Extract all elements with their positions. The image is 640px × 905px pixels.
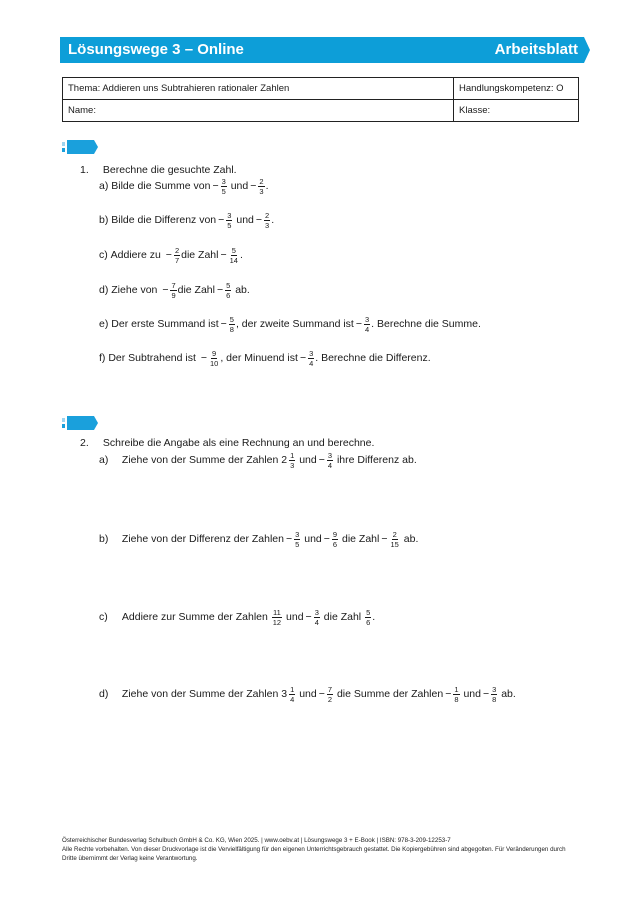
footer xyxy=(62,836,582,863)
fraction: $\frac{2}{7}$ xyxy=(174,245,180,265)
item-text: ihre Differenz ab. xyxy=(336,454,417,466)
competence-cell: Handlungskompetenz: O xyxy=(454,78,579,100)
item-text: Addiere zur Summe der Zahlen xyxy=(121,611,268,623)
task-2b: b) Ziehe von der Differenz der Zahlen − $\frac{3}{5}$ und − $\frac{9}{6}$ die Zahl − $\frac{2}{15}$ ab. xyxy=(99,529,419,549)
item-text: , der zweite Summand ist xyxy=(235,318,354,330)
fraction: $\frac{9}{6}$ xyxy=(332,529,338,549)
item-text: die Zahl xyxy=(177,284,215,296)
fraction: $\frac{1}{4}$ xyxy=(290,684,295,704)
item-label: b) xyxy=(99,533,109,545)
item-text: Ziehe von xyxy=(111,284,158,296)
fraction: $\frac{7}{9}$ xyxy=(171,280,176,300)
fraction: $\frac{1}{3}$ xyxy=(290,450,295,470)
item-text: , der Minuend ist xyxy=(220,352,298,364)
item-text: die Zahl xyxy=(181,249,219,261)
fraction: $\frac{9}{10}$ xyxy=(209,348,219,368)
fraction: $\frac{1}{8}$ xyxy=(454,684,459,704)
fraction: $\frac{7}{2}$ xyxy=(327,684,333,704)
fraction: $\frac{3}{4}$ xyxy=(309,348,314,368)
task-1a: a) Bilde die Summe von − $\frac{3}{5}$ und − $\frac{2}{3}$ . xyxy=(99,176,269,196)
item-label: b) xyxy=(99,214,109,226)
item-text: und xyxy=(236,214,254,226)
item-text: Ziehe von der Differenz der Zahlen xyxy=(121,533,284,545)
item-text: und xyxy=(230,180,249,192)
fraction: $\frac{2}{15}$ xyxy=(390,529,399,549)
item-label: a) xyxy=(99,180,109,192)
task-1e: e) Der erste Summand ist − $\frac{5}{8}$ , der zweite Summand ist − $\frac{3}{4}$ . Berechne die Summe. xyxy=(99,314,481,334)
item-label: c) xyxy=(99,611,108,623)
footer-publisher: Österreichischer Bundesverlag Schulbuch GmbH & Co. KG, Wien 2025. | www.oebv.at | Lösungswege 3 + E-Book | ISBN: 978-3-209-12253-7 xyxy=(62,837,451,844)
item-text: und xyxy=(304,533,322,545)
item-text: und xyxy=(299,454,317,466)
info-table xyxy=(62,77,579,122)
task-number: 2. xyxy=(80,437,89,449)
fraction: $\frac{5}{8}$ xyxy=(229,314,234,334)
item-text: die Zahl xyxy=(342,533,380,545)
fraction: $\frac{5}{6}$ xyxy=(226,280,231,300)
task-1c: c) Addiere zu − $\frac{2}{7}$ die Zahl − $\frac{5}{14}$ . xyxy=(99,245,243,265)
item-text: ab. xyxy=(403,533,419,545)
item-text: Bilde die Summe von xyxy=(111,180,211,192)
item-text: Ziehe von der Summe der Zahlen xyxy=(121,454,279,466)
item-text: und xyxy=(463,688,481,700)
worksheet-title: Lösungswege 3 – Online xyxy=(68,41,244,58)
item-text: Addiere zu xyxy=(110,249,161,261)
item-label: a) xyxy=(99,454,109,466)
fraction: $\frac{2}{3}$ xyxy=(259,176,264,196)
item-text: Ziehe von der Summe der Zahlen xyxy=(121,688,279,700)
fraction: $\frac{3}{4}$ xyxy=(327,450,333,470)
worksheet-type: Arbeitsblatt xyxy=(494,41,578,58)
task-2c: c) Addiere zur Summe der Zahlen $\frac{11}{12}$ und − $\frac{3}{4}$ die Zahl $\frac{5}{6}$ . xyxy=(99,607,376,627)
item-text: Der Subtrahend ist xyxy=(108,352,196,364)
footer-rights: Alle Rechte vorbehalten. Von dieser Druckvorlage ist die Vervielfältigung für den eigenen Unterrichtsgebrauch gestattet. Die Kopiergebühren sind abgegolten. Für Veränderungen durch Dritte übernimmt der Verlag keine Verantwortung. xyxy=(62,846,566,862)
task-marker-icon xyxy=(62,140,98,154)
whole-number: 3 xyxy=(281,688,288,700)
task-title: Berechne die gesuchte Zahl. xyxy=(102,164,237,176)
fraction: $\frac{3}{5}$ xyxy=(295,529,300,549)
task-2d: d) Ziehe von der Summe der Zahlen 3 $\frac{1}{4}$ und − $\frac{7}{2}$ die Summe der Zahlen − $\frac{1}{8}$ und − $\frac{3}{8}$ ab. xyxy=(99,684,516,704)
fraction: $\frac{11}{12}$ xyxy=(272,607,282,627)
topic-cell: Thema: Addieren uns Subtrahieren rationaler Zahlen xyxy=(63,78,454,100)
fraction: $\frac{3}{5}$ xyxy=(227,210,232,230)
name-cell: Name: xyxy=(63,100,454,122)
item-text: und xyxy=(286,611,304,623)
fraction: $\frac{3}{4}$ xyxy=(364,314,370,334)
fraction: $\frac{3}{8}$ xyxy=(492,684,497,704)
fraction: $\frac{5}{14}$ xyxy=(229,245,238,265)
item-label: d) xyxy=(99,688,109,700)
item-text: Der erste Summand ist xyxy=(111,318,219,330)
item-text: und xyxy=(299,688,317,700)
task-1f: f) Der Subtrahend ist − $\frac{9}{10}$ , der Minuend ist − $\frac{3}{4}$ . Berechne die Differenz. xyxy=(99,348,431,368)
item-label: e) xyxy=(99,318,109,330)
fraction: $\frac{5}{6}$ xyxy=(366,607,371,627)
task-2a: a) Ziehe von der Summe der Zahlen 2 $\frac{1}{3}$ und − $\frac{3}{4}$ ihre Differenz ab. xyxy=(99,450,417,470)
fraction: $\frac{3}{5}$ xyxy=(221,176,226,196)
item-text: ab. xyxy=(501,688,516,700)
item-label: d) xyxy=(99,284,109,296)
task-number: 1. xyxy=(80,164,89,176)
item-text: die Zahl xyxy=(323,611,362,623)
item-label: f) xyxy=(99,352,106,364)
task-1b: b) Bilde die Differenz von − $\frac{3}{5}$ und − $\frac{2}{3}$ . xyxy=(99,210,275,230)
fraction: $\frac{3}{4}$ xyxy=(314,607,319,627)
item-text: Bilde die Differenz von xyxy=(111,214,217,226)
whole-number: 2 xyxy=(281,454,288,466)
header-banner xyxy=(60,37,590,63)
task-1d: d) Ziehe von − $\frac{7}{9}$ die Zahl − $\frac{5}{6}$ ab. xyxy=(99,280,250,300)
class-cell: Klasse: xyxy=(454,100,579,122)
task-title: Schreibe die Angabe als eine Rechnung an und berechne. xyxy=(102,437,375,449)
item-text: die Summe der Zahlen xyxy=(336,688,444,700)
fraction: $\frac{2}{3}$ xyxy=(265,210,270,230)
item-label: c) xyxy=(99,249,108,261)
task-marker-icon xyxy=(62,416,98,430)
